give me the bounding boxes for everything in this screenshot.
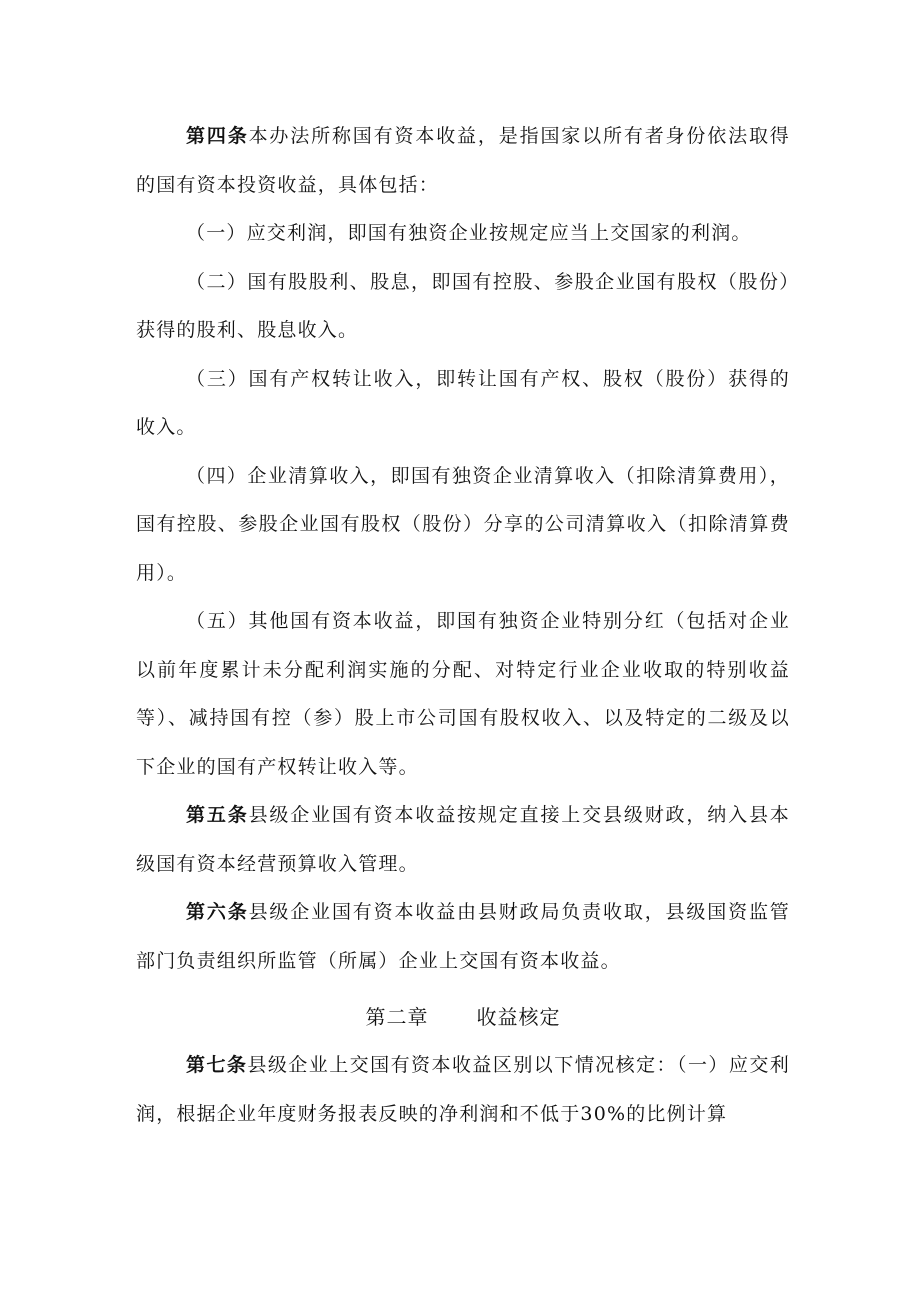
- article-4-item-5: [136, 597, 790, 791]
- article-label: 第六条: [186, 901, 249, 923]
- item-text: （一）应交利润，即国有独资企业按规定应当上交国家的利润。: [186, 222, 752, 244]
- article-4-item-3: [136, 355, 790, 452]
- article-4-item-4: [136, 452, 790, 598]
- chapter-title: 收益核定: [476, 1005, 561, 1029]
- article-label: 第五条: [186, 804, 249, 826]
- article-6: [136, 888, 790, 985]
- article-text: 本办法所称国有资本收益，是指国家以所有者身份依法取得的国有资本投资收益，具体包括：: [136, 125, 791, 196]
- chapter-heading: [136, 993, 790, 1041]
- chapter-number: 第二章: [365, 1005, 429, 1029]
- article-4-item-2: [136, 258, 790, 355]
- article-text: 县级企业国有资本收益按规定直接上交县级财政，纳入县本级国有资本经营预算收入管理。: [136, 804, 791, 875]
- item-text: （三）国有产权转让收入，即转让国有产权、股权（股份）获得的收入。: [136, 367, 790, 438]
- item-text: （五）其他国有资本收益，即国有独资企业特别分红（包括对企业以前年度累计未分配利润实施的分配、对特定行业企业收取的特别收益等）、减持国有控（参）股上市公司国有股权收入、以及特定的二级及以下企业的国有产权转让收入等。: [136, 610, 790, 778]
- article-7: [136, 1041, 790, 1138]
- article-label: 第四条: [186, 125, 249, 147]
- item-text: （四）企业清算收入，即国有独资企业清算收入（扣除清算费用），国有控股、参股企业国有股权（股份）分享的公司清算收入（扣除清算费用）。: [136, 464, 790, 584]
- item-text: （二）国有股股利、股息，即国有控股、参股企业国有股权（股份）获得的股利、股息收入。: [136, 270, 790, 341]
- article-5: [136, 791, 790, 888]
- article-4-item-1: [136, 209, 790, 258]
- article-text: 县级企业上交国有资本收益区别以下情况核定：（一）应交利润，根据企业年度财务报表反映的净利润和不低于30%的比例计算: [136, 1054, 790, 1125]
- article-label: 第七条: [186, 1054, 248, 1076]
- article-text: 县级企业国有资本收益由县财政局负责收取，县级国资监管部门负责组织所监管（所属）企业上交国有资本收益。: [136, 901, 791, 972]
- article-4-intro: [136, 112, 790, 209]
- document-page: [136, 112, 790, 1138]
